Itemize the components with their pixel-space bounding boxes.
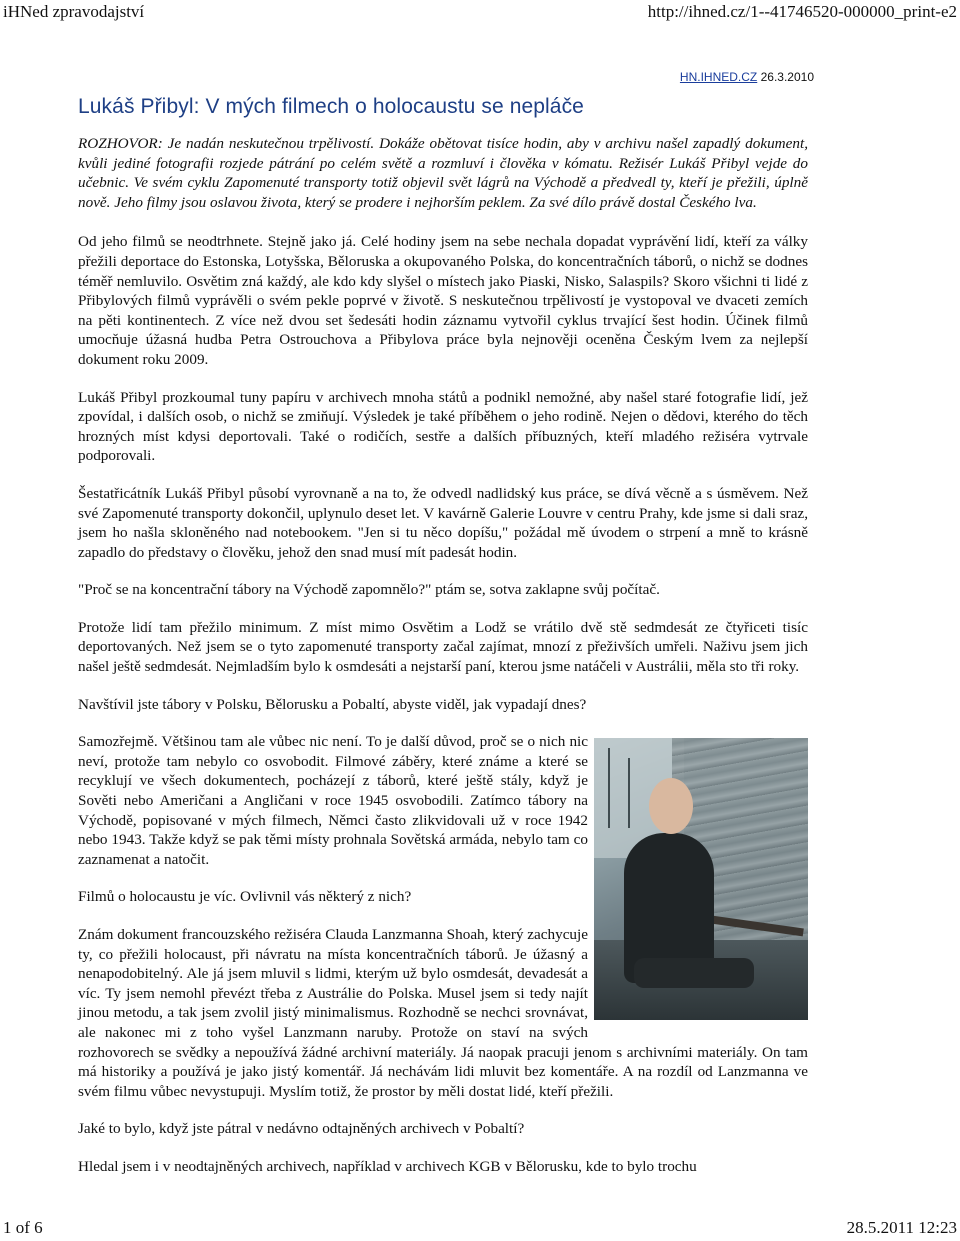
photo-tree (608, 748, 610, 828)
article-title: Lukáš Přibyl: V mých filmech o holocaustu se nepláče (78, 95, 584, 118)
source-link[interactable]: HN.IHNED.CZ (679, 70, 758, 84)
answer: Hledal jsem i v neodtajněných archivech, například v archivech KGB v Bělorusku, kde to bylo trochu (78, 1157, 697, 1175)
article-body (78, 134, 808, 1195)
print-datetime: 28.5.2011 12:23 (846, 1218, 957, 1237)
article-lead: ROZHOVOR: Je nadán neskutečnou trpělivostí. Dokáže obětovat tisíce hodin, aby v archivu našel zapadlý dokument, kvůli jediné fotografii rozjede pátrání po celém světě a rozmluví i člověka v kómatu. Režisér Lukáš Přibyl vejde do učebnic. Ve svém cyklu Zapomenuté transporty totiž objevil svět lágrů na Východě a předvedl ty, kteří je přežili, úplně nově. Jeho filmy jsou oslavou života, který se prodere i nejhorším peklem. Za své dílo právě dostal Českého lva. (78, 135, 808, 211)
answer: Protože lidí tam přežilo minimum. Z míst mimo Osvětim a Lodž se vrátilo dvě stě sedmdesát ze čtyřiceti tisíc deportovaných. Než jsem se o tyto zapomenuté transporty začal zajímat, mnozí z přeživších umřeli. Naživu jsem jich našel ještě sedmdesát. Nejmladším bylo k osmdesáti a nejstarší paní, kterou jsme natáčeli v Austrálii, měla sto tři roky. (78, 618, 808, 676)
director-photo (594, 738, 808, 1020)
paragraph: Lukáš Přibyl prozkoumal tuny papíru v archivech mnoha států a podnikl nemožné, aby našel staré fotografie lidí, jež zpovídal, i dalších osob, o nichž se zmiňují. Výsledek je také příběhem o jeho rodině. Nejen o dědovi, kterého do těch hrozných míst kdysi deportovali. Také o rodičích, sestře a dalších příbuzných, kteří mladého režiséra vytrvale podporovali. (78, 388, 808, 465)
photo-tree (628, 758, 630, 828)
page-number: 1 of 6 (3, 1218, 43, 1237)
article-date: 26.3.2010 (760, 70, 814, 84)
question: "Proč se na koncentrační tábory na Východě zapomnělo?" ptám se, sotva zaklapne svůj počítač. (78, 581, 660, 599)
paragraph: Od jeho filmů se neodtrhnete. Stejně jako já. Celé hodiny jsem na sebe nechala dopadat vyprávění lidí, kteří za války přežili deportace do Estonska, Lotyšska, Běloruska a okupovaného Polska, do koncentračních táborů, o nichž se dodnes téměř nemluvilo. Osvětim zná každý, ale kdo kdy slyšel o místech jako Piaski, Nisko, Salaspils? Skoro všichni ti lidé z Přibylových filmů vyprávěli o svém pekle poprvé v životě. S neskutečnou trpělivostí je vystopoval ve dvaceti zemích na pěti kontinentech. Z více než dvou set šedesáti hodin záznamu vytvořil cyklus trvající šest hodin. Účinek filmů umocňuje úžasná hudba Petra Ostrouchova a Přibylova práce byla nejnověji oceněna Českým lvem za nejlepší dokument roku 2009. (78, 233, 808, 368)
paragraph: Šestatřicátník Lukáš Přibyl působí vyrovnaně a na to, že odvedl nadlidský kus práce, se dívá věcně a s úsměvem. Než své Zapomenuté transporty dokončil, uplynulo deset let. V kavárně Galerie Louvre v centru Prahy, kde jsme si dali sraz, jsem ho našla skloněného nad notebookem. "Jen si tu něco dopíšu," požádal mě úvodem o strpení a mně to krásně zapadlo do představy o člověku, jehož den snad musí mít padesát hodin. (78, 484, 808, 561)
question: Navštívil jste tábory v Polsku, Bělorusku a Pobaltí, abyste viděl, jak vypadají dnes? (78, 695, 587, 713)
article-source (680, 70, 814, 84)
print-page-title: iHNed zpravodajství (3, 2, 145, 21)
answer: Samozřejmě. Většinou tam ale vůbec nic není. To je další důvod, proč se o nich nic neví, protože tam nebylo co osvobodit. Filmové záběry, které známe a které se recyklují ve všech dokumentech, pocházejí z táborů, které ještě stály, když je Sověti nebo Američani a Angličani v roce 1945 osvobodili. Zatímco tábory na Východě, popisované v mých filmech, Němci často zlikvidovali už v roce 1942 nebo 1943. Takže když se pak těmi místy prohnala Sovětská armáda, nebylo tam co zaznamenat a natočit. (78, 733, 588, 868)
print-header (0, 0, 960, 24)
photo-person-head (649, 778, 693, 834)
question: Filmů o holocaustu je víc. Ovlivnil vás některý z nich? (78, 888, 412, 906)
question: Jaké to bylo, když jste pátral v nedávno odtajněných archivech v Pobaltí? (78, 1120, 525, 1138)
photo-person-legs (634, 958, 754, 988)
answer: Znám dokument francouzského režiséra Clauda Lanzmanna Shoah, který zachycuje ty, co přežili holocaust, při návratu na místa koncentračních táborů. Je úžasný a nenapodobitelný. Ale já jsem mluvil s lidmi, kterým už bylo osmdesát, devadesát a víc. Ty jsem nemohl převézt třeba z Austrálie do Polska. Musel jsem si tedy najít jinou metodu, a tak jsem zvolil jistý minimalismus. Rozhodně se nechci srovnávat, ale nakonec mi z toho vyšel Lanzmann naruby. Protože on staví na svých rozhovorech se svědky a nepoužívá žádné archivní materiály. Já naopak pracuji jenom s archivními materiály. On tam má historiky a používá je jako jistý komentář. Já nechávám lidi mluvit bez komentáře. A na rozdíl od Lanzmanna ve svém filmu vůbec nevystupuji. Myslím totiž, že prostor by měli dostat lidé, kteří přežili. (78, 926, 808, 1100)
print-url: http://ihned.cz/1--41746520-000000_print-e2 (647, 2, 957, 21)
